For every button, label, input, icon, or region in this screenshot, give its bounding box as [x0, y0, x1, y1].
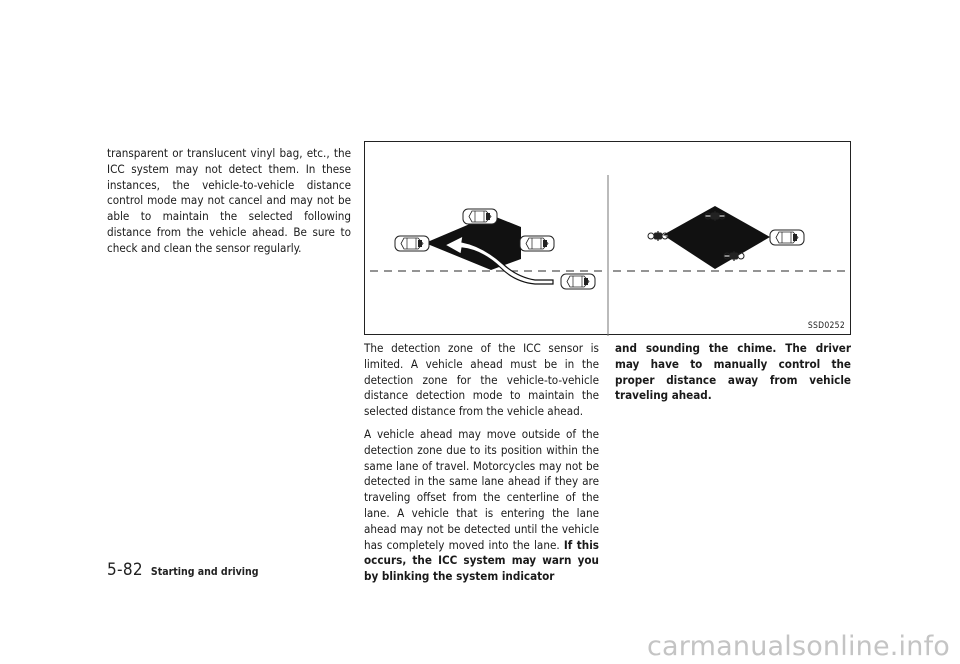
figure-code: SSD0252	[807, 321, 845, 331]
motorcycle-center	[648, 231, 668, 241]
left-text-column	[107, 146, 351, 264]
right-text-column	[615, 341, 851, 411]
page-footer	[107, 560, 258, 580]
car-adjacent-lane	[463, 209, 497, 224]
car-entering-lane	[561, 274, 595, 289]
left-panel	[370, 209, 605, 289]
right-panel	[613, 206, 850, 271]
car-ahead-same-lane	[520, 236, 554, 251]
warning-paragraph: and sounding the chime. The driver may have to manually control the proper distance away from vehicle traveling ahead.	[615, 341, 851, 403]
motorcycle-lower	[724, 251, 744, 261]
own-car-right	[770, 230, 804, 245]
section-title: Starting and driving	[150, 566, 259, 578]
body-paragraph: transparent or translucent vinyl bag, etc., the ICC system may not detect them. In these instances, the vehicle-to-vehicle distance control mode may not cancel and may not be able to maintain the selected following distance from the vehicle ahead. Be sure to check and clean the sensor regularly.	[107, 146, 351, 255]
icc-sensor-figure	[364, 141, 851, 335]
page-number: 5-82	[107, 560, 143, 580]
motorcycle-upper	[705, 211, 725, 221]
middle-text-column	[364, 341, 599, 592]
own-car-left	[395, 236, 429, 251]
warning-text: If this occurs, the ICC system may warn you by blinking the system indicator	[364, 537, 599, 584]
paragraph-text: A vehicle ahead may move outside of the detection zone due to its position within the same lane of travel. Motorcycles may not be detected in the same lane ahead if they are traveling offset from the centerline of the lane. A vehicle that is entering the lane ahead may not be detected until the vehicle has completely moved into the lane.	[364, 426, 599, 552]
watermark: carmanualsonline.info	[647, 631, 950, 662]
figure-illustration	[365, 142, 852, 336]
body-paragraph: The detection zone of the ICC sensor is limited. A vehicle ahead must be in the detection zone for the vehicle-to-vehicle distance detection mode to maintain the selected distance from the vehicle ahead.	[364, 341, 599, 419]
body-paragraph	[364, 427, 599, 585]
